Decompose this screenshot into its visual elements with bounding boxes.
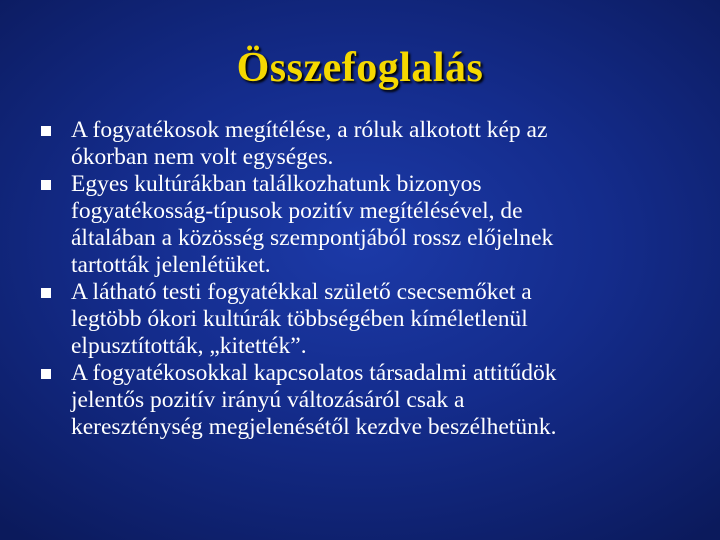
bullet-item — [38, 117, 678, 171]
bullet-line: tartották jelenlétüket. — [71, 252, 271, 278]
bullet-line: elpusztították, „kitették”. — [71, 333, 307, 359]
bullet-item — [38, 171, 678, 279]
square-bullet-icon — [41, 180, 51, 190]
square-bullet-icon — [41, 288, 51, 298]
square-bullet-icon — [41, 126, 51, 136]
bullet-line: Egyes kultúrákban találkozhatunk bizonyos — [71, 171, 482, 197]
bullet-line: fogyatékosság-típusok pozitív megítélésével, de — [71, 198, 523, 224]
square-bullet-icon — [41, 369, 51, 379]
bullet-line: jelentős pozitív irányú változásáról csak a — [71, 387, 465, 413]
bullet-line: általában a közösség szempontjából rossz előjelnek — [71, 225, 554, 251]
bullet-list — [38, 117, 678, 441]
bullet-line: legtöbb ókori kultúrák többségében kíméletlenül — [71, 306, 528, 332]
bullet-line: A fogyatékosok megítélése, a róluk alkotott kép az — [71, 117, 548, 143]
bullet-line: ókorban nem volt egységes. — [71, 144, 334, 170]
bullet-line: A látható testi fogyatékkal születő csecsemőket a — [71, 279, 532, 305]
bullet-item — [38, 360, 678, 441]
bullet-line: A fogyatékosokkal kapcsolatos társadalmi attitűdök — [71, 360, 557, 386]
slide-title: Összefoglalás — [236, 45, 484, 91]
bullet-item — [38, 279, 678, 360]
bullet-line: kereszténység megjelenésétől kezdve beszélhetünk. — [71, 414, 557, 440]
